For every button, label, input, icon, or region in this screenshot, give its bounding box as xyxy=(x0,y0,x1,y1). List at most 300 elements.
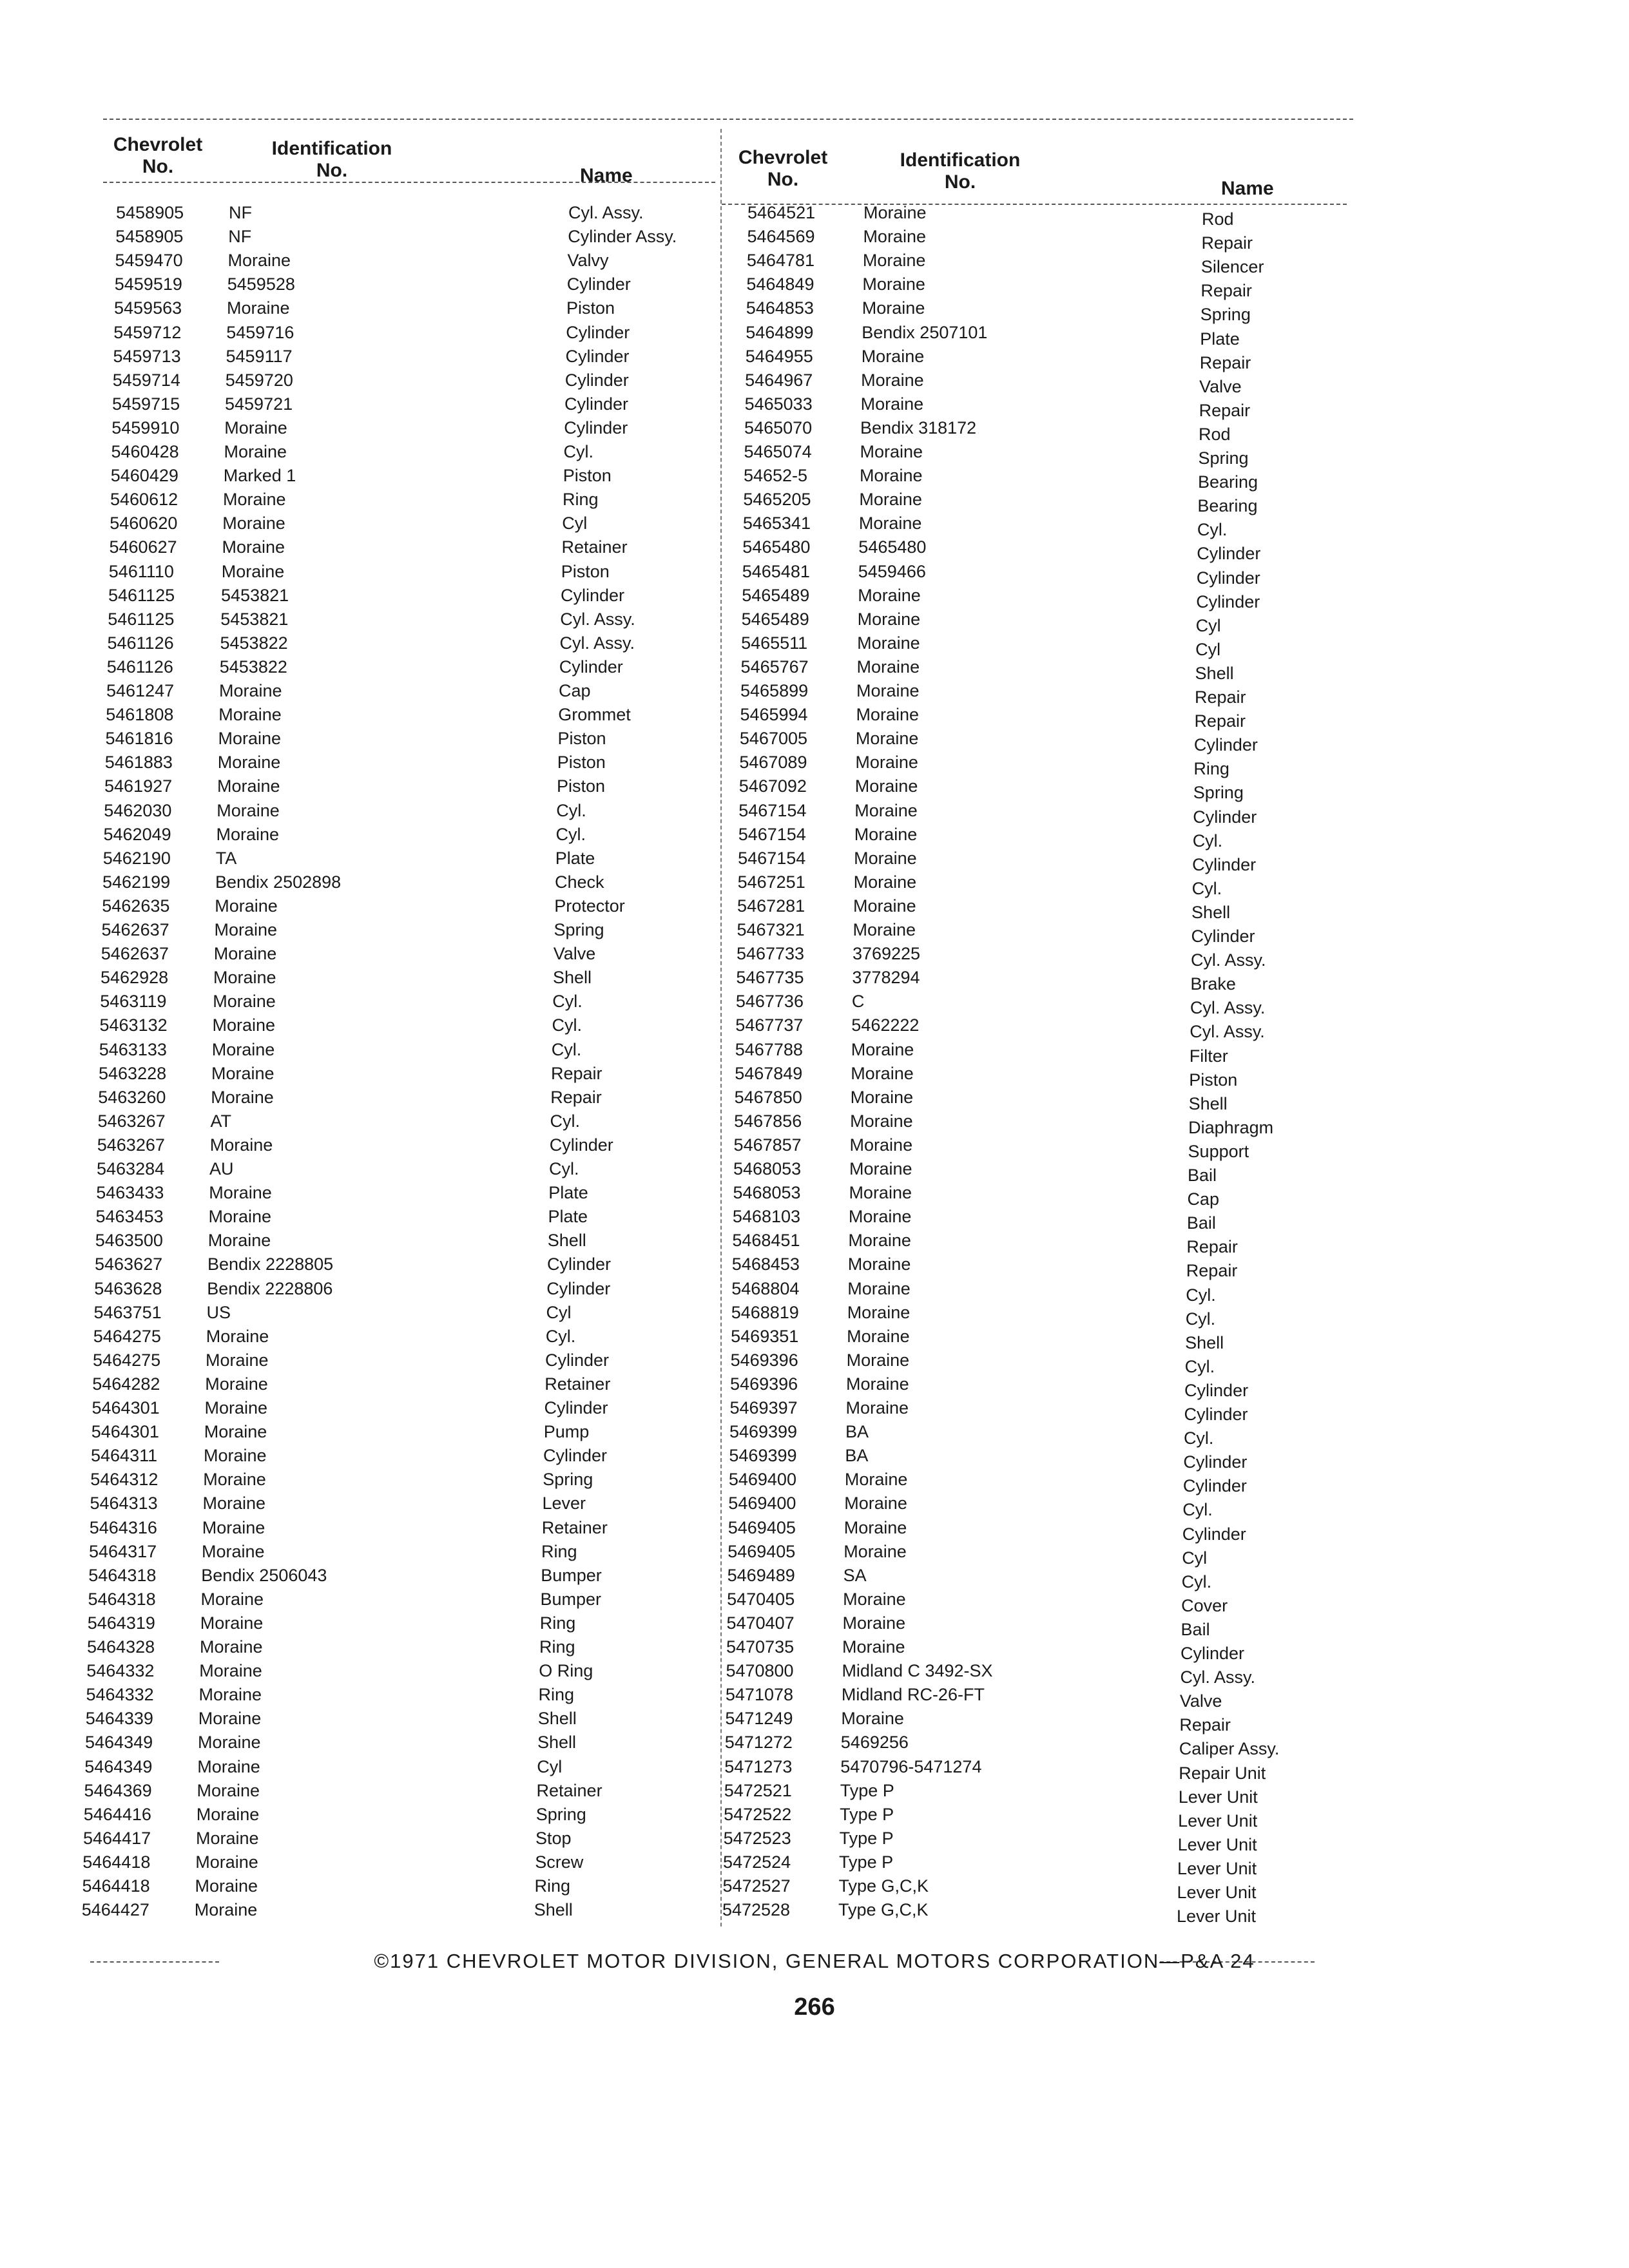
chevrolet-number: 5462190 xyxy=(102,848,171,868)
part-name: Cylinder xyxy=(1197,544,1261,564)
part-name: Cylinder xyxy=(545,1350,610,1370)
part-name: Plate xyxy=(548,1207,588,1227)
identification-number: Moraine xyxy=(200,1613,264,1633)
chevrolet-number: 5469351 xyxy=(731,1326,799,1346)
identification-number: Moraine xyxy=(217,753,281,773)
identification-number: NF xyxy=(229,203,252,222)
identification-number: Moraine xyxy=(843,1541,907,1561)
table-row xyxy=(0,1372,1629,1400)
part-name: Bumper xyxy=(540,1589,602,1609)
table-row xyxy=(0,942,1629,970)
part-name: Piston xyxy=(1189,1070,1238,1090)
chevrolet-number: 5471273 xyxy=(724,1756,793,1776)
chevrolet-number: 5463500 xyxy=(95,1231,163,1251)
identification-number: Moraine xyxy=(200,1637,263,1657)
chevrolet-number: 5465489 xyxy=(742,585,810,605)
part-name: O Ring xyxy=(539,1661,593,1681)
part-name: Cyl. xyxy=(563,442,593,461)
part-name: Cylinder xyxy=(559,657,623,677)
identification-number: Moraine xyxy=(200,1589,264,1609)
chevrolet-number: 5463284 xyxy=(97,1159,165,1178)
chevrolet-number: 5464339 xyxy=(85,1709,153,1729)
chevrolet-number: 5464319 xyxy=(87,1613,155,1633)
identification-number: Moraine xyxy=(853,896,916,916)
part-name: Ring xyxy=(539,1613,576,1633)
identification-number: Moraine xyxy=(227,298,290,318)
chevrolet-number: 5459563 xyxy=(114,298,182,318)
chevrolet-number: 5467733 xyxy=(736,944,805,964)
identification-number: Moraine xyxy=(203,1470,266,1490)
header-right-identification-no-label: No. xyxy=(944,171,976,193)
identification-number: Bendix 2228805 xyxy=(207,1254,334,1274)
chevrolet-number: 5468453 xyxy=(731,1254,800,1274)
chevrolet-number: 5472523 xyxy=(723,1828,791,1848)
chevrolet-number: 5464318 xyxy=(88,1589,156,1609)
part-name: Spring xyxy=(1193,783,1244,803)
chevrolet-number: 5461126 xyxy=(106,657,173,677)
identification-number: Moraine xyxy=(847,1278,911,1298)
part-name: Lever Unit xyxy=(1176,1907,1256,1927)
chevrolet-number: 5465489 xyxy=(741,609,809,629)
table-row xyxy=(0,273,1629,301)
chevrolet-number: 5462637 xyxy=(101,920,169,939)
identification-number: Moraine xyxy=(207,1231,271,1251)
identification-number: Moraine xyxy=(195,1852,258,1872)
part-name: Cyl xyxy=(562,514,588,533)
table-row xyxy=(0,751,1629,779)
chevrolet-number: 5464312 xyxy=(90,1470,159,1490)
identification-number: Moraine xyxy=(215,896,278,916)
chevrolet-number: 5464418 xyxy=(82,1876,150,1896)
part-name: Bearing xyxy=(1197,472,1258,492)
chevrolet-number: 5472521 xyxy=(724,1780,792,1800)
identification-number: Moraine xyxy=(218,705,282,725)
chevrolet-number: 5468053 xyxy=(733,1159,802,1178)
identification-number: Moraine xyxy=(862,251,926,271)
chevrolet-number: 5463260 xyxy=(98,1087,166,1107)
chevrolet-number: 5465480 xyxy=(742,537,811,557)
table-row xyxy=(0,1468,1629,1496)
part-name: Ring xyxy=(539,1637,575,1657)
chevrolet-number: 5472528 xyxy=(722,1900,791,1920)
identification-number: Moraine xyxy=(846,1350,910,1370)
part-name: Rod xyxy=(1199,424,1231,444)
header-left-identification-label: Identification xyxy=(271,138,392,159)
part-name: Cyl. xyxy=(1185,1309,1216,1329)
identification-number: 5459721 xyxy=(225,394,293,414)
chevrolet-number: 5461816 xyxy=(105,729,173,749)
chevrolet-number: 5464282 xyxy=(92,1374,160,1394)
identification-number: Moraine xyxy=(843,1589,906,1609)
part-name: Cyl. xyxy=(1197,520,1228,540)
identification-number: Moraine xyxy=(196,1828,259,1848)
chevrolet-number: 5463267 xyxy=(97,1111,166,1131)
table-row xyxy=(0,1492,1629,1520)
chevrolet-number: 5471249 xyxy=(725,1709,793,1729)
header-right-chevrolet-label: Chevrolet xyxy=(738,147,828,168)
identification-number: Moraine xyxy=(213,992,276,1012)
identification-number: Moraine xyxy=(216,824,280,844)
part-name: Cyl. xyxy=(550,1111,580,1131)
identification-number: Moraine xyxy=(197,1780,260,1800)
table-row xyxy=(0,1420,1629,1448)
table-row xyxy=(0,1564,1629,1591)
part-name: Cylinder xyxy=(566,322,630,342)
identification-number: 5453822 xyxy=(220,633,288,653)
chevrolet-number: 5464349 xyxy=(84,1756,153,1776)
part-name: Cylinder xyxy=(564,370,629,390)
part-name: Retainer xyxy=(536,1780,602,1800)
part-name: Bearing xyxy=(1197,496,1258,516)
chevrolet-number: 5467737 xyxy=(735,1015,804,1035)
chevrolet-number: 5467849 xyxy=(735,1063,803,1083)
part-name: Repair xyxy=(1201,233,1253,253)
chevrolet-number: 5459712 xyxy=(113,322,182,342)
identification-number: Moraine xyxy=(850,1087,914,1107)
identification-number: Moraine xyxy=(843,1517,907,1537)
chevrolet-number: 5464427 xyxy=(81,1900,149,1920)
chevrolet-number: 5463433 xyxy=(96,1183,164,1203)
part-name: Retainer xyxy=(545,1374,611,1394)
part-name: Bail xyxy=(1181,1619,1210,1639)
part-name: Piston xyxy=(561,561,610,581)
chevrolet-number: 5465899 xyxy=(740,681,809,700)
identification-number: Moraine xyxy=(222,514,285,533)
part-name: Cap xyxy=(1187,1189,1219,1209)
identification-number: 5465480 xyxy=(858,537,927,557)
table-row xyxy=(0,703,1629,731)
part-name: Shell xyxy=(553,968,592,988)
identification-number: Moraine xyxy=(847,1302,911,1322)
identification-number: Moraine xyxy=(195,1876,258,1896)
table-row xyxy=(0,392,1629,420)
part-name: Ring xyxy=(1193,759,1229,779)
identification-number: Moraine xyxy=(849,1183,912,1203)
table-row xyxy=(0,918,1629,946)
table-row xyxy=(0,894,1629,922)
identification-number: Moraine xyxy=(844,1494,907,1514)
identification-number: Type P xyxy=(840,1780,894,1800)
part-name: Cylinder xyxy=(561,585,625,605)
part-name: Plate xyxy=(1200,329,1240,349)
part-name: Repair xyxy=(1186,1237,1238,1257)
chevrolet-number: 5464313 xyxy=(90,1494,158,1514)
identification-number: Moraine xyxy=(198,1709,262,1729)
identification-number: Moraine xyxy=(842,1613,906,1633)
table-row xyxy=(0,1731,1629,1759)
chevrolet-number: 5462635 xyxy=(102,896,170,916)
part-name: Cyl. xyxy=(555,824,586,844)
identification-number: Moraine xyxy=(198,1733,261,1753)
identification-number: Moraine xyxy=(204,1446,267,1466)
part-name: Cyl. xyxy=(1191,878,1222,898)
identification-number: Moraine xyxy=(855,753,918,773)
chevrolet-number: 5461808 xyxy=(106,705,174,725)
identification-number: Moraine xyxy=(853,920,916,939)
chevrolet-number: 5459470 xyxy=(115,251,183,271)
identification-number: Moraine xyxy=(206,1350,269,1370)
part-name: Cylinder Assy. xyxy=(568,227,677,247)
part-name: Cyl. xyxy=(1192,831,1223,850)
identification-number: Moraine xyxy=(847,1254,911,1274)
chevrolet-number: 5469400 xyxy=(728,1470,796,1490)
part-name: Valve xyxy=(553,944,596,964)
chevrolet-number: 5459715 xyxy=(112,394,180,414)
table-row xyxy=(0,201,1629,229)
chevrolet-number: 5459910 xyxy=(111,418,180,437)
header-right-chevrolet-no xyxy=(728,147,838,191)
chevrolet-number: 5470735 xyxy=(726,1637,795,1657)
chevrolet-number: 5469400 xyxy=(728,1494,796,1514)
chevrolet-number: 5464853 xyxy=(746,298,814,318)
identification-number: Type P xyxy=(839,1852,894,1872)
identification-number: 5459720 xyxy=(225,370,293,390)
identification-number: Moraine xyxy=(842,1637,905,1657)
part-name: Cyl. xyxy=(1183,1428,1214,1448)
part-name: Lever xyxy=(542,1494,586,1514)
table-row xyxy=(0,1707,1629,1735)
chevrolet-number: 5463627 xyxy=(95,1254,163,1274)
part-name: Cyl. xyxy=(552,992,583,1012)
identification-number: Moraine xyxy=(202,1517,265,1537)
chevrolet-number: 5464569 xyxy=(747,227,815,247)
table-row xyxy=(0,1588,1629,1615)
table-row xyxy=(0,1683,1629,1711)
identification-number: Marked 1 xyxy=(223,466,296,486)
part-name: Cylinder xyxy=(565,346,630,366)
table-row xyxy=(0,560,1629,588)
part-name: Spring xyxy=(1200,305,1251,325)
part-name: Repair xyxy=(1194,711,1246,731)
chevrolet-number: 5463453 xyxy=(95,1207,164,1227)
table-row xyxy=(0,608,1629,635)
chevrolet-number: 5467154 xyxy=(738,848,806,868)
chevrolet-number: 5467251 xyxy=(737,872,805,892)
identification-number: BA xyxy=(845,1446,869,1466)
table-row xyxy=(0,1229,1629,1257)
part-name: Filter xyxy=(1189,1046,1228,1066)
table-row xyxy=(0,1062,1629,1090)
part-name: Repair Unit xyxy=(1179,1763,1266,1783)
part-name: Spring xyxy=(1198,448,1249,468)
identification-number: Moraine xyxy=(862,298,925,318)
chevrolet-number: 5465341 xyxy=(742,514,811,533)
part-name: Repair xyxy=(1199,352,1251,372)
table-row xyxy=(0,535,1629,564)
part-name: Repair xyxy=(550,1087,602,1107)
identification-number: AU xyxy=(209,1159,234,1178)
part-name: Lever Unit xyxy=(1177,1858,1257,1878)
part-name: Repair xyxy=(1199,400,1251,420)
part-name: Cylinder xyxy=(544,1398,608,1418)
part-name: Spring xyxy=(543,1470,593,1490)
chevrolet-number: 5470800 xyxy=(726,1661,794,1681)
chevrolet-number: 5462637 xyxy=(101,944,169,964)
chevrolet-number: 5468053 xyxy=(733,1183,801,1203)
part-name: Lever Unit xyxy=(1178,1811,1258,1831)
identification-number: Moraine xyxy=(217,800,280,820)
chevrolet-number: 5468451 xyxy=(732,1231,800,1251)
identification-number: Moraine xyxy=(848,1231,911,1251)
header-left-name: Name xyxy=(580,165,633,186)
chevrolet-number: 5461110 xyxy=(108,561,174,581)
chevrolet-number: 5459714 xyxy=(112,370,180,390)
chevrolet-number: 5464318 xyxy=(88,1565,157,1585)
chevrolet-number: 5469405 xyxy=(728,1517,796,1537)
identification-number: Moraine xyxy=(845,1398,909,1418)
part-name: Piston xyxy=(557,729,606,749)
identification-number: C xyxy=(851,992,865,1012)
page-number: 266 xyxy=(794,1994,835,2021)
chevrolet-number: 5460627 xyxy=(109,537,177,557)
chevrolet-number: 5463132 xyxy=(99,1015,168,1035)
table-row xyxy=(0,1181,1629,1209)
table-row xyxy=(0,990,1629,1018)
chevrolet-number: 5468804 xyxy=(731,1278,800,1298)
part-name: Shell xyxy=(537,1733,577,1753)
part-name: Protector xyxy=(554,896,625,916)
part-name: Bail xyxy=(1186,1213,1216,1233)
identification-number: Midland RC-26-FT xyxy=(841,1685,985,1705)
chevrolet-number: 5465994 xyxy=(740,705,808,725)
part-name: Cylinder xyxy=(1183,1452,1248,1472)
header-right-identification-label: Identification xyxy=(900,149,1021,171)
header-left-identification-no xyxy=(258,138,406,182)
table-row xyxy=(0,1301,1629,1329)
part-name: Cylinder xyxy=(1181,1644,1245,1663)
part-name: Shell xyxy=(537,1709,577,1729)
table-row xyxy=(0,584,1629,611)
identification-number: 3769225 xyxy=(852,944,921,964)
identification-number: Bendix 2228806 xyxy=(207,1278,333,1298)
part-name: Cyl. Assy. xyxy=(1190,1022,1265,1042)
copyright-footer: ©1971 CHEVROLET MOTOR DIVISION, GENERAL MOTORS CORPORATION—P&A 24 xyxy=(374,1950,1255,1972)
chevrolet-number: 5464301 xyxy=(91,1422,159,1442)
part-name: Piston xyxy=(557,776,606,796)
chevrolet-number: 5469399 xyxy=(729,1446,797,1466)
chevrolet-number: 5461927 xyxy=(104,776,173,796)
identification-number: Moraine xyxy=(224,418,287,437)
identification-number: Moraine xyxy=(209,1135,273,1155)
identification-number: Moraine xyxy=(850,1111,913,1131)
part-name: Cylinder xyxy=(1193,807,1257,827)
part-name: Cylinder xyxy=(1196,591,1260,611)
identification-number: NF xyxy=(228,227,252,247)
identification-number: Moraine xyxy=(863,203,927,222)
chevrolet-number: 5462928 xyxy=(101,968,169,988)
identification-number: Moraine xyxy=(846,1374,909,1394)
identification-number: Moraine xyxy=(849,1135,913,1155)
identification-number: Bendix 2507101 xyxy=(862,322,988,342)
chevrolet-number: 5470405 xyxy=(727,1589,795,1609)
identification-number: Moraine xyxy=(854,776,918,796)
part-name: Ring xyxy=(538,1685,575,1705)
part-name: Cyl xyxy=(1182,1548,1208,1568)
part-name: Retainer xyxy=(541,1517,608,1537)
chevrolet-number: 5471272 xyxy=(724,1733,793,1753)
identification-number: Moraine xyxy=(206,1326,269,1346)
table-row xyxy=(0,1611,1629,1639)
table-row xyxy=(0,1396,1629,1424)
identification-number: Moraine xyxy=(863,227,926,247)
table-row xyxy=(0,345,1629,372)
chevrolet-number: 5471078 xyxy=(725,1685,794,1705)
part-name: Cylinder xyxy=(1191,927,1255,946)
chevrolet-number: 5467850 xyxy=(734,1087,802,1107)
chevrolet-number: 5464349 xyxy=(85,1733,153,1753)
part-name: Silencer xyxy=(1200,257,1264,277)
identification-number: Moraine xyxy=(222,537,285,557)
chevrolet-number: 5467281 xyxy=(737,896,805,916)
part-name: Shell xyxy=(1195,663,1234,683)
chevrolet-number: 5459713 xyxy=(113,346,181,366)
table-row xyxy=(0,1779,1629,1807)
identification-number: Moraine xyxy=(849,1159,912,1178)
identification-number: Midland C 3492-SX xyxy=(842,1661,993,1681)
chevrolet-number: 5465481 xyxy=(742,561,810,581)
identification-number: Moraine xyxy=(212,1015,276,1035)
chevrolet-number: 5464311 xyxy=(91,1446,158,1466)
table-row xyxy=(0,1325,1629,1352)
part-name: Support xyxy=(1188,1141,1249,1161)
table-row xyxy=(0,1349,1629,1376)
chevrolet-number: 5467857 xyxy=(733,1135,802,1155)
chevrolet-number: 5461125 xyxy=(108,585,175,605)
identification-number: Moraine xyxy=(841,1709,904,1729)
header-left-chevrolet-no-label: No. xyxy=(142,156,174,177)
chevrolet-number: 5464332 xyxy=(86,1685,154,1705)
identification-number: Moraine xyxy=(848,1207,912,1227)
part-name: Spring xyxy=(554,920,604,939)
table-row xyxy=(0,870,1629,898)
part-name: Lever Unit xyxy=(1177,1883,1257,1902)
identification-number: Moraine xyxy=(208,1207,272,1227)
identification-number: Moraine xyxy=(854,848,917,868)
part-name: Lever Unit xyxy=(1178,1787,1258,1807)
table-row xyxy=(0,1157,1629,1185)
identification-number: Moraine xyxy=(218,729,282,749)
part-name: Cyl. xyxy=(552,1015,582,1035)
part-name: Cyl. Assy. xyxy=(1180,1667,1255,1687)
header-right-chevrolet-no-label: No. xyxy=(767,169,799,190)
identification-number: 5459528 xyxy=(227,274,295,294)
chevrolet-number: 5461883 xyxy=(104,753,173,773)
chevrolet-number: 5463628 xyxy=(94,1278,162,1298)
part-name: Cylinder xyxy=(543,1446,608,1466)
part-name: Cyl. Assy. xyxy=(560,609,635,629)
part-name: Piston xyxy=(557,753,606,773)
identification-number: Moraine xyxy=(198,1685,262,1705)
part-name: Brake xyxy=(1190,974,1236,994)
part-name: Cyl xyxy=(537,1756,563,1776)
part-name: Cylinder xyxy=(1192,854,1257,874)
chevrolet-number: 5467321 xyxy=(737,920,805,939)
identification-number: Moraine xyxy=(860,442,923,461)
part-name: Cyl. Assy. xyxy=(559,633,635,653)
chevrolet-number: 5458905 xyxy=(116,203,184,222)
table-row xyxy=(0,1038,1629,1066)
chevrolet-number: 5465205 xyxy=(743,490,811,510)
chevrolet-number: 5460428 xyxy=(111,442,179,461)
part-name: Cylinder xyxy=(547,1254,612,1274)
part-name: Caliper Assy. xyxy=(1179,1739,1280,1759)
table-row xyxy=(0,727,1629,755)
table-row xyxy=(0,321,1629,349)
identification-number: Moraine xyxy=(211,1039,275,1059)
table-row xyxy=(0,966,1629,994)
identification-number: Type G,C,K xyxy=(838,1876,929,1896)
identification-number: 5453821 xyxy=(221,585,289,605)
